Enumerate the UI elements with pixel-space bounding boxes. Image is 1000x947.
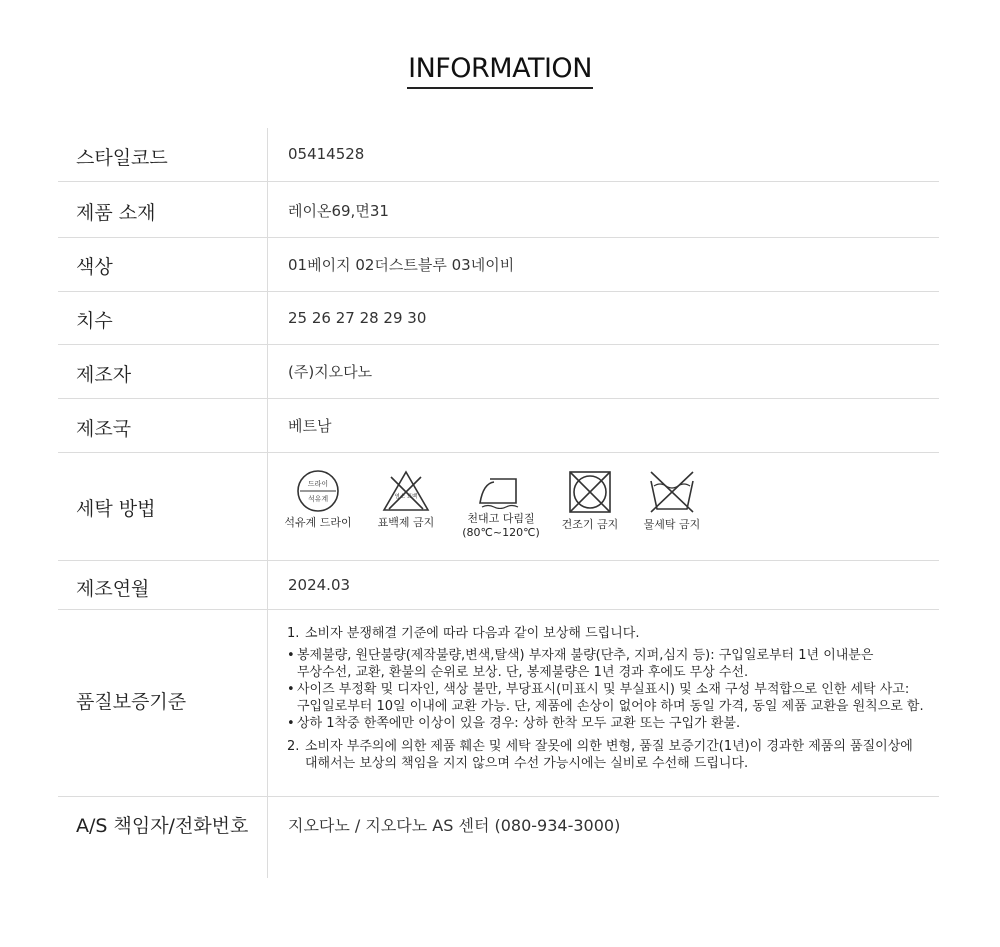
material-label: 제품 소재: [76, 202, 156, 224]
quality-bullet-2-line-b: 구입일로부터 10일 이내에 교환 가능. 단, 제품에 손상이 없어야 하며 동일 가격, 동일 제품 교환을 원칙으로 함.: [297, 699, 924, 714]
quality-text: [287, 625, 937, 772]
as-label: A/S 책임자/전화번호: [76, 815, 249, 837]
size-value: 25 26 27 28 29 30: [288, 309, 427, 327]
no-tumble-label: 건조기 금지: [561, 518, 619, 531]
quality-label: 품질보증기준: [76, 691, 187, 713]
table-row-quality: [58, 610, 939, 797]
quality-item-2: [287, 738, 937, 772]
no-bleach-label: 표백제 금지: [377, 516, 435, 529]
quality-line-2b: 대해서는 보상의 책임을 지지 않으며 수선 가능시에는 실비로 수선해 드립니다.: [305, 756, 749, 771]
quality-number-2: 2.: [287, 739, 300, 754]
quality-item-1: [287, 625, 937, 642]
manufacturer-value: (주)지오다노: [288, 363, 373, 381]
quality-bullet-3: • 상하 1착중 한쪽에만 이상이 있을 경우: 상하 한착 모두 교환 또는 구입가 환불.: [287, 715, 937, 732]
care-symbols: [278, 469, 701, 549]
washing-label: 세탁 방법: [76, 498, 156, 520]
date-label: 제조연월: [76, 578, 150, 600]
size-label: 치수: [76, 310, 113, 332]
page-title-text: INFORMATION: [407, 52, 593, 89]
dry-clean-petroleum-icon: [295, 469, 341, 513]
care-item-no-tumble: [554, 469, 626, 532]
dry-clean-label: 석유계 드라이: [284, 516, 352, 529]
color-label: 색상: [76, 256, 113, 278]
iron-temp-label: (80℃~120℃): [462, 526, 540, 539]
no-wash-label: 물세탁 금지: [643, 518, 701, 531]
table-row-style-code: [58, 128, 939, 182]
no-wash-icon: [648, 469, 696, 515]
table-row-as: [58, 797, 939, 878]
date-value: 2024.03: [288, 576, 351, 594]
color-value: 01베이지 02더스트블루 03네이비: [288, 256, 515, 274]
country-label: 제조국: [76, 418, 132, 440]
quality-bullet-1: • 봉제불량, 원단불량(제작불량,변색,탈색) 부자재 불량(단추, 지퍼,심지 등): 구입일로부터 1년 이내분은 무상수선, 교환, 환불의 순위로 보상. 단, 봉제불량은 1년 경과 후에도 무상 수선.: [287, 647, 937, 681]
page-title: [0, 52, 1000, 89]
no-bleach-text: 염소 표백: [394, 494, 418, 500]
manufacturer-label: 제조자: [76, 364, 132, 386]
quality-bullet-1-line-b: 무상수선, 교환, 환불의 순위로 보상. 단, 봉제불량은 1년 경과 후에도 무상 수선.: [297, 665, 749, 680]
quality-bullet-2: • 사이즈 부정확 및 디자인, 색상 불만, 부당표시(미표시 및 부실표시) 및 소재 구성 부적합으로 인한 세탁 사고: 구입일로부터 10일 이내에 교환 가능. 단, 제품에 손상이 없어야 하며 동일 가격, 동일 제품 교환을 원칙으로 함.: [287, 681, 937, 715]
table-row-country: [58, 399, 939, 453]
iron-with-cloth-icon: [476, 469, 526, 509]
country-value: 베트남: [288, 417, 332, 435]
table-row-material: [58, 182, 939, 238]
as-value: 지오다노 / 지오다노 AS 센터 (080-934-3000): [288, 816, 621, 835]
care-item-no-bleach: [366, 469, 446, 530]
style-code-value: 05414528: [288, 145, 365, 163]
table-row-washing: [58, 453, 939, 561]
table-row-size: [58, 292, 939, 345]
table-row-date: [58, 561, 939, 610]
table-row-manufacturer: [58, 345, 939, 399]
quality-line-1: 소비자 분쟁해결 기준에 따라 다음과 같이 보상해 드립니다.: [305, 626, 640, 641]
dry-clean-top-text: 드라이: [307, 480, 329, 488]
table-row-color: [58, 238, 939, 292]
style-code-label: 스타일코드: [76, 147, 168, 169]
quality-bullet-3-line: 상하 1착중 한쪽에만 이상이 있을 경우: 상하 한착 모두 교환 또는 구입가 환불.: [297, 716, 741, 731]
iron-label: 천대고 다림질: [467, 512, 535, 525]
material-value: 레이온69,면31: [288, 202, 389, 220]
no-tumble-dry-icon: [567, 469, 613, 515]
care-item-iron: [456, 469, 546, 540]
no-bleach-icon: [381, 469, 431, 513]
care-item-dry-clean: [278, 469, 358, 530]
care-item-no-wash: [633, 469, 711, 532]
dry-clean-bottom-text: 석유계: [307, 495, 329, 503]
quality-line-2a: 소비자 부주의에 의한 제품 훼손 및 세탁 잘못에 의한 변형, 품질 보증기간(1년)이 경과한 제품의 품질이상에: [305, 739, 913, 754]
quality-bullet-1-line-a: 봉제불량, 원단불량(제작불량,변색,탈색) 부자재 불량(단추, 지퍼,심지 등): 구입일로부터 1년 이내분은: [297, 648, 874, 663]
quality-number-1: 1.: [287, 626, 300, 641]
quality-bullet-2-line-a: 사이즈 부정확 및 디자인, 색상 불만, 부당표시(미표시 및 부실표시) 및 소재 구성 부적합으로 인한 세탁 사고:: [297, 682, 910, 697]
